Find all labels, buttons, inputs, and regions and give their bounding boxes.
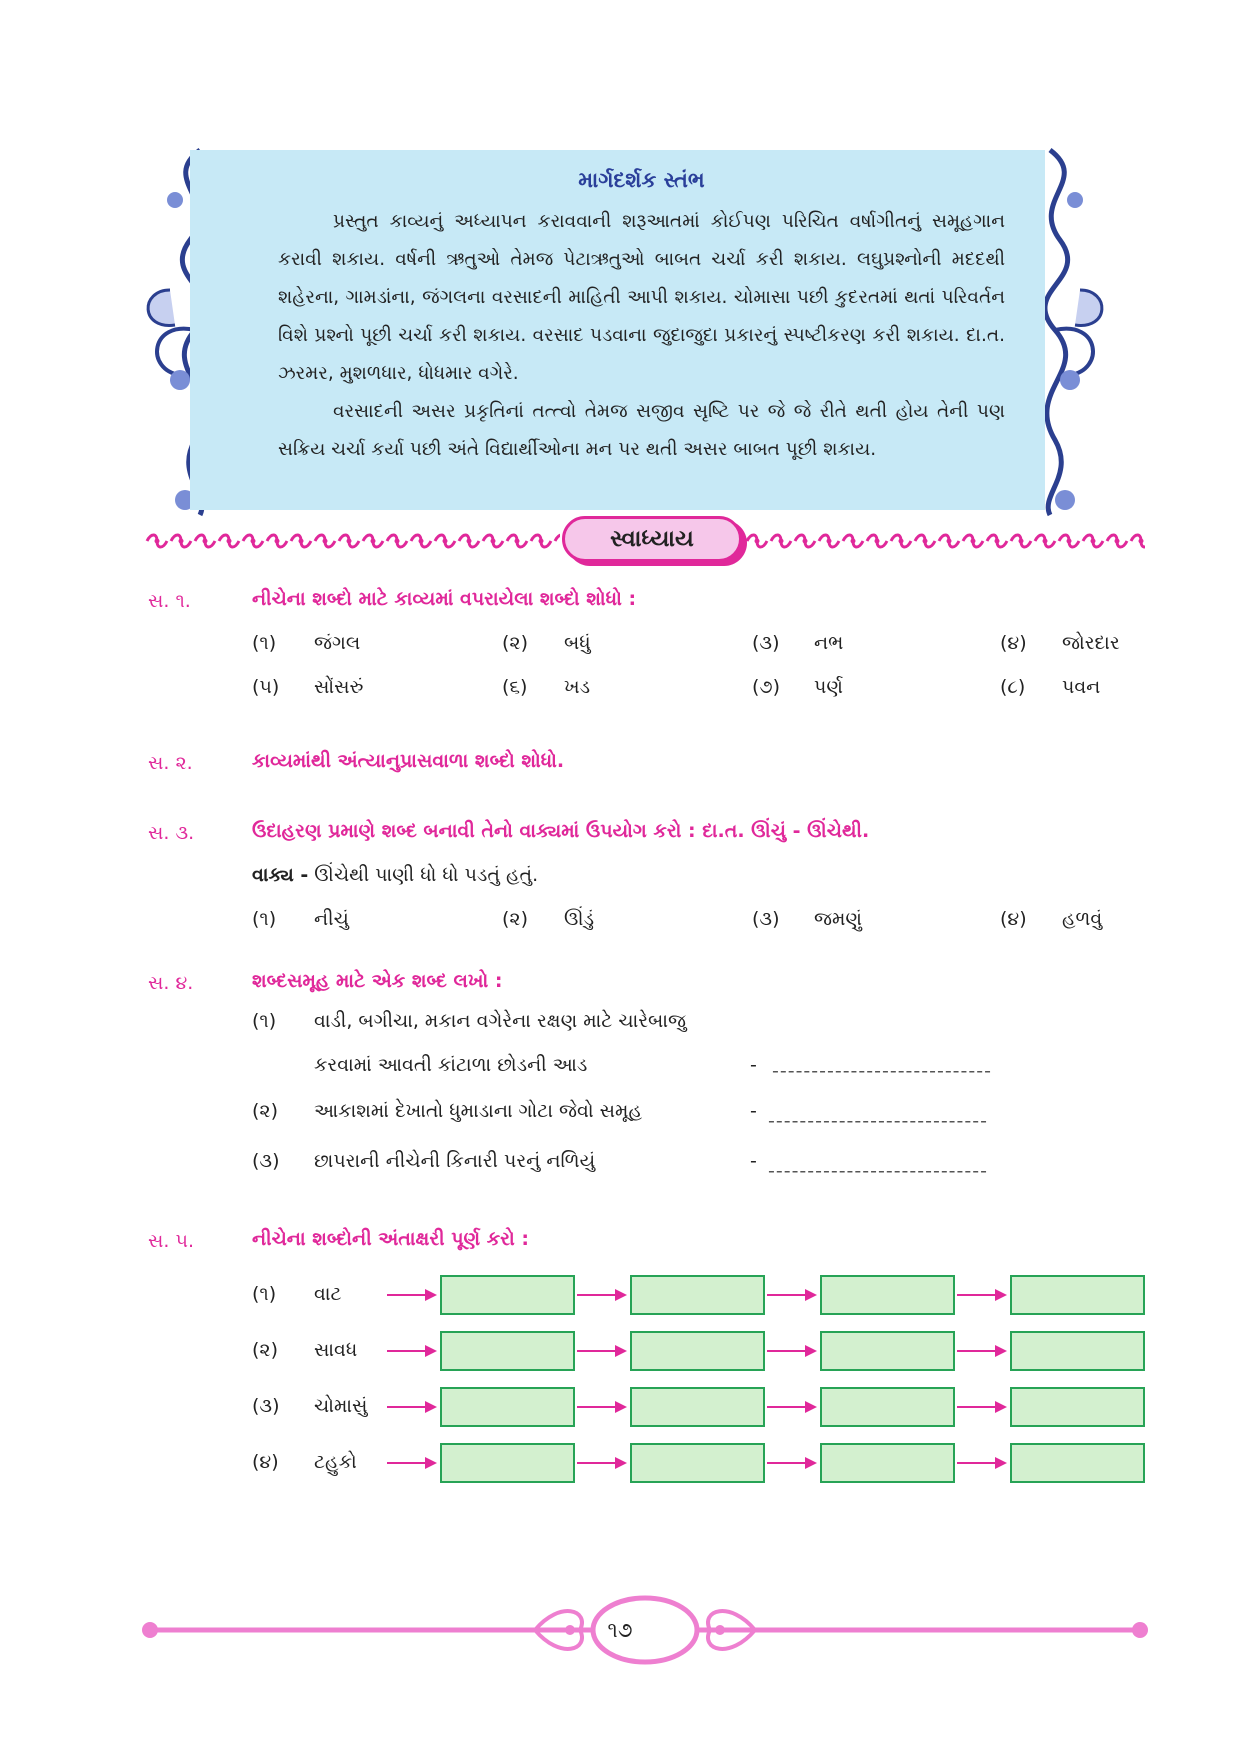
chain-row <box>252 1331 1152 1373</box>
q3-example-label: વાક્ય - <box>252 864 309 886</box>
arrow-icon <box>767 1456 817 1470</box>
option-number: (૬) <box>502 676 528 698</box>
question-2-text: કાવ્યમાંથી અંત્યાનુપ્રાસવાળા શબ્દો શોધો. <box>252 750 565 772</box>
q3-example-sentence: ઊંચેથી પાણી ધો ધો પડતું હતું. <box>314 864 539 886</box>
guidance-paragraph-1: પ્રસ્તુત કાવ્યનું અધ્યાપન કરાવવાની શરૂઆતમાં કોઈપણ પરિચિત વર્ષાગીતનું સમૂહગાન કરાવી શકાય. વર્ષની ઋતુઓ તેમજ પેટાઋતુઓ બાબત ચર્ચા કરી શકાય. લઘુપ્રશ્નોની મદદથી શહેરના, ગામડાંના, જંગલના વરસાદની માહિતી આપી શકાય. ચોમાસા પછી કુદરતમાં થતાં પરિવર્તન વિશે પ્રશ્નો પૂછી ચર્ચા કરી શકાય. વરસાદ પડવાના જુદાજુદા પ્રકારનું સ્પષ્ટીકરણ કરી શકાય. દા.ત. ઝરમર, મુશળધાર, ધોધમાર વગેરે. <box>278 211 1005 384</box>
q4-item <box>252 1150 595 1172</box>
answer-box[interactable] <box>630 1387 765 1427</box>
answer-box[interactable] <box>1010 1275 1145 1315</box>
arrow-icon <box>767 1288 817 1302</box>
answer-box[interactable] <box>1010 1443 1145 1483</box>
arrow-icon <box>387 1456 437 1470</box>
option-word: હળવું <box>1062 908 1103 930</box>
answer-box[interactable] <box>820 1443 955 1483</box>
banner-trim-right <box>745 531 1145 551</box>
answer-box[interactable] <box>820 1275 955 1315</box>
q1-option <box>502 676 590 698</box>
row-number: (૧) <box>252 1283 277 1305</box>
answer-box[interactable] <box>440 1387 575 1427</box>
q1-option <box>502 632 591 654</box>
q1-option <box>1000 632 1120 654</box>
row-number: (૪) <box>252 1451 279 1473</box>
q4-item <box>252 1100 642 1122</box>
answer-box[interactable] <box>630 1275 765 1315</box>
q3-option <box>252 908 349 930</box>
q1-option <box>252 676 363 698</box>
option-number: (૩) <box>752 632 780 654</box>
arrow-icon <box>387 1344 437 1358</box>
q1-option <box>752 632 843 654</box>
answer-box[interactable] <box>630 1331 765 1371</box>
option-number: (૫) <box>252 676 280 698</box>
option-number: (૨) <box>502 908 528 930</box>
answer-box[interactable] <box>1010 1387 1145 1427</box>
option-number: (૪) <box>1000 908 1027 930</box>
option-number: (૪) <box>1000 632 1027 654</box>
q1-option <box>1000 676 1100 698</box>
answer-box[interactable] <box>630 1443 765 1483</box>
option-number: (૭) <box>752 676 781 698</box>
q3-option <box>1000 908 1102 930</box>
guidance-paragraph-2: વરસાદની અસર પ્રકૃતિનાં તત્ત્વો તેમજ સજીવ સૃષ્ટિ પર જે જે રીતે થતી હોય તેની પણ સક્રિય ચર્ચા કર્યા પછી અંતે વિદ્યાર્થીઓના મન પર થતી અસર બાબત પૂછી શકાય. <box>278 401 1005 460</box>
chain-row <box>252 1443 1152 1485</box>
question-5-number: સ. ૫. <box>148 1230 194 1252</box>
option-number: (૩) <box>752 908 780 930</box>
arrow-icon <box>387 1288 437 1302</box>
option-number: (૧) <box>252 632 277 654</box>
option-word: જમણું <box>814 908 862 930</box>
option-number: (૮) <box>1000 676 1026 698</box>
start-word: સાવધ <box>314 1339 358 1361</box>
chain-row <box>252 1275 1152 1317</box>
option-word: પવન <box>1062 676 1101 698</box>
q1-option <box>252 632 360 654</box>
arrow-icon <box>577 1456 627 1470</box>
arrow-icon <box>957 1288 1007 1302</box>
item-number: (૨) <box>252 1100 278 1122</box>
question-1-number: સ. ૧. <box>148 590 191 612</box>
start-word: વાટ <box>314 1283 342 1305</box>
chain-start <box>252 1339 357 1361</box>
banner-trim-left <box>145 531 560 551</box>
guidance-box <box>190 150 1045 510</box>
option-number: (૧) <box>252 908 277 930</box>
arrow-icon <box>577 1288 627 1302</box>
arrow-icon <box>387 1400 437 1414</box>
arrow-icon <box>577 1400 627 1414</box>
answer-box[interactable] <box>820 1387 955 1427</box>
question-2-number: સ. ૨. <box>148 752 193 774</box>
option-word: પર્ણ <box>814 676 843 698</box>
question-1-text: નીચેના શબ્દો માટે કાવ્યમાં વપરાયેલા શબ્દો શોધો : <box>252 588 637 610</box>
answer-blank[interactable]: ---------------------------- <box>768 1110 988 1132</box>
q4-item-continuation: કરવામાં આવતી કાંટાળા છોડની આડ <box>314 1054 588 1076</box>
q4-item <box>252 1010 686 1032</box>
question-5-text: નીચેના શબ્દોની અંતાક્ષરી પૂર્ણ કરો : <box>252 1228 529 1250</box>
item-text: આકાશમાં દેખાતો ધુમાડાના ગોટા જેવો સમૂહ <box>314 1100 642 1122</box>
arrow-icon <box>957 1456 1007 1470</box>
arrow-icon <box>767 1400 817 1414</box>
page-number: ૧૭ <box>607 1618 633 1642</box>
chain-start <box>252 1283 342 1305</box>
arrow-icon <box>957 1344 1007 1358</box>
item-number: (૧) <box>252 1010 277 1032</box>
q3-example <box>252 864 538 886</box>
option-word: સોંસરું <box>314 676 364 698</box>
item-text: વાડી, બગીચા, મકાન વગેરેના રક્ષણ માટે ચારેબાજુ <box>314 1010 686 1032</box>
q3-option <box>502 908 594 930</box>
question-4-number: સ. ૪. <box>148 972 194 994</box>
answer-box[interactable] <box>820 1331 955 1371</box>
q3-option <box>752 908 862 930</box>
option-number: (૨) <box>502 632 528 654</box>
arrow-icon <box>577 1344 627 1358</box>
arrow-icon <box>957 1400 1007 1414</box>
item-text: છાપરાની નીચેની કિનારી પરનું નળિયું <box>314 1150 596 1172</box>
option-word: નીચું <box>314 908 349 930</box>
option-word: ખડ <box>564 676 591 698</box>
question-3-number: સ. ૩. <box>148 822 195 844</box>
item-number: (૩) <box>252 1150 280 1172</box>
guidance-title: માર્ગદર્શક સ્તંભ <box>578 168 705 192</box>
option-word: જંગલ <box>314 632 361 654</box>
option-word: નભ <box>814 632 844 654</box>
chain-start <box>252 1451 357 1473</box>
answer-blank[interactable]: ---------------------------- <box>772 1060 992 1082</box>
option-word: બધું <box>564 632 591 654</box>
q1-option <box>752 676 843 698</box>
question-3-text: ઉદાહરણ પ્રમાણે શબ્દ બનાવી તેનો વાક્યમાં ઉપયોગ કરો : દા.ત. ઊંચું - ઊંચેથી. <box>252 820 870 842</box>
answer-dash: - <box>750 1150 757 1172</box>
answer-dash: - <box>750 1054 757 1076</box>
answer-box[interactable] <box>440 1331 575 1371</box>
answer-blank[interactable]: ---------------------------- <box>768 1160 988 1182</box>
answer-box[interactable] <box>1010 1331 1145 1371</box>
arrow-icon <box>767 1344 817 1358</box>
chain-start <box>252 1395 367 1417</box>
option-word: ઊંડું <box>564 908 595 930</box>
row-number: (૩) <box>252 1395 280 1417</box>
row-number: (૨) <box>252 1339 278 1361</box>
option-word: જોરદાર <box>1062 632 1120 654</box>
start-word: ચોમાસું <box>314 1395 368 1417</box>
answer-box[interactable] <box>440 1443 575 1483</box>
section-title-banner: સ્વાધ્યાય <box>562 516 742 562</box>
answer-dash: - <box>750 1100 757 1122</box>
answer-box[interactable] <box>440 1275 575 1315</box>
chain-row <box>252 1387 1152 1429</box>
question-4-text: શબ્દસમૂહ માટે એક શબ્દ લખો : <box>252 970 503 992</box>
start-word: ટહુકો <box>314 1451 357 1473</box>
